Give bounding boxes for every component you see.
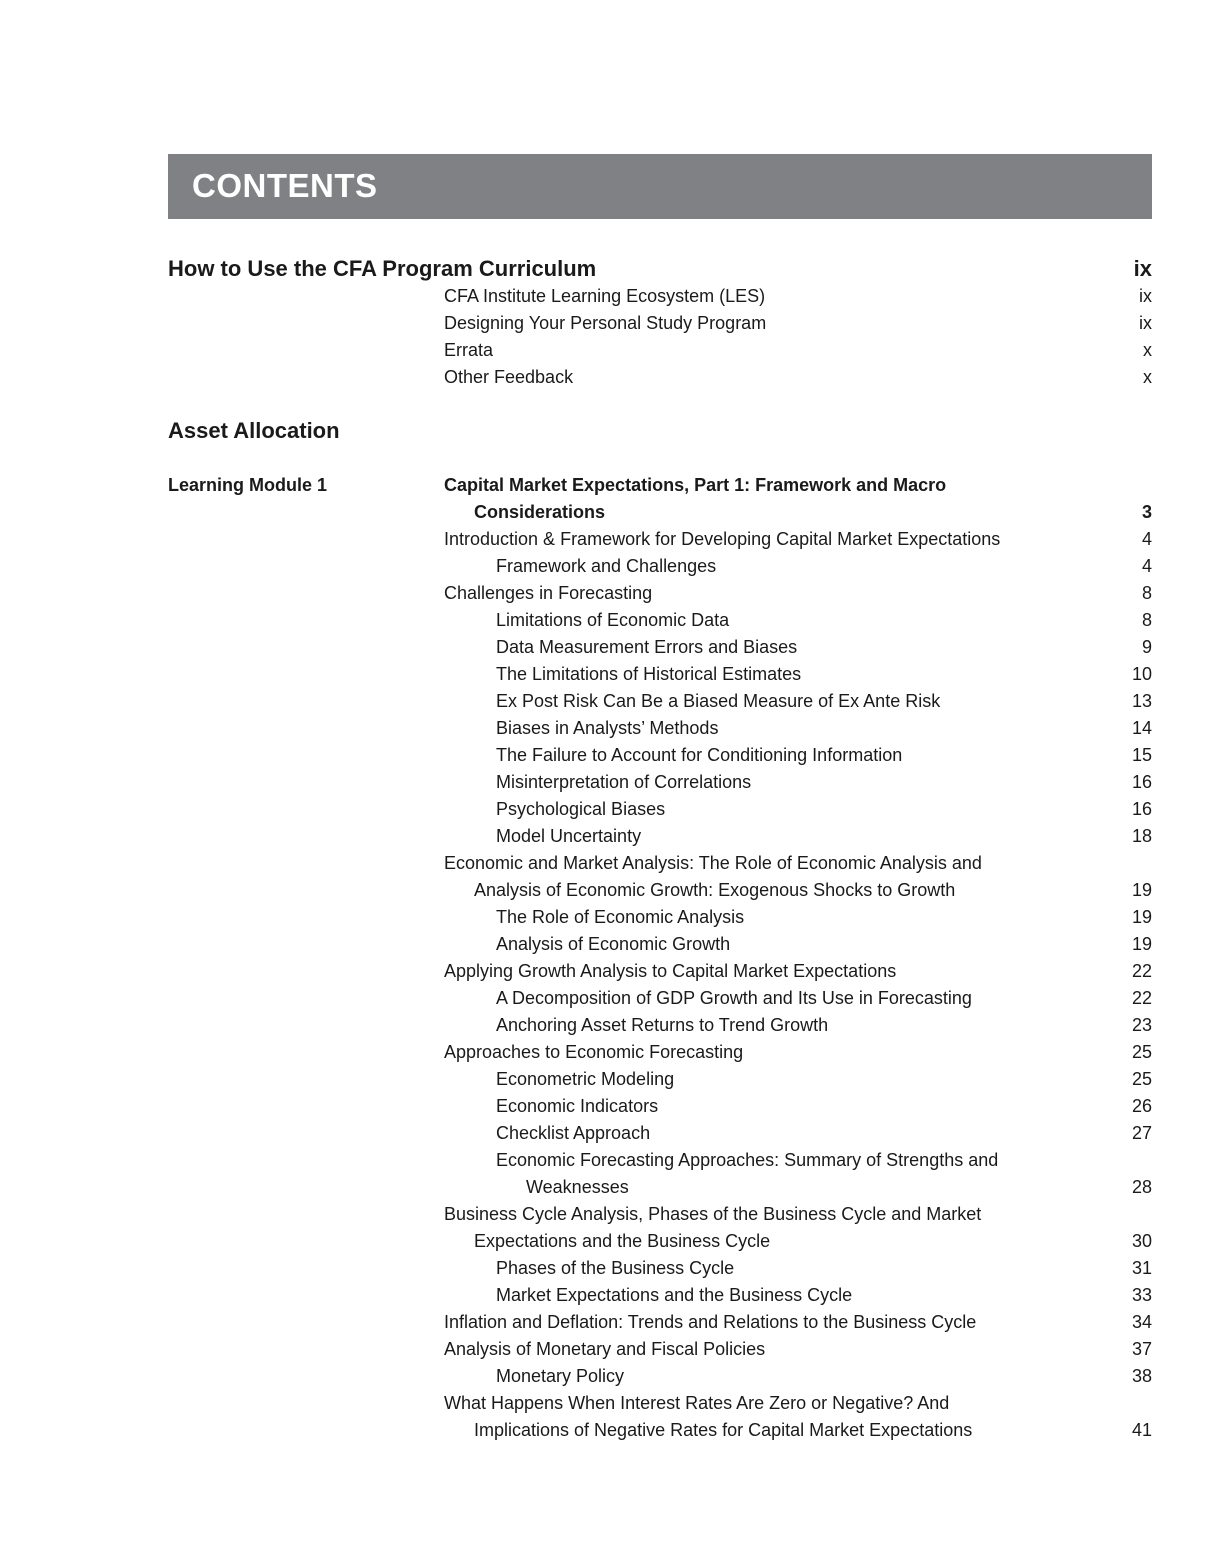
toc-entry-text: The Failure to Account for Conditioning Information <box>496 745 903 765</box>
toc-entry-text: Monetary Policy <box>496 1366 625 1386</box>
toc-entry[interactable] <box>168 283 1152 310</box>
toc-entry-continuation[interactable] <box>168 1417 1152 1444</box>
toc-page-number: ix <box>1139 286 1152 306</box>
toc-subentry[interactable] <box>168 634 1152 661</box>
toc-entry[interactable] <box>168 310 1152 337</box>
toc-subentry[interactable] <box>168 1120 1152 1147</box>
toc-entry[interactable] <box>168 1039 1152 1066</box>
toc-entry[interactable] <box>168 364 1152 391</box>
toc-entry-text: Introduction & Framework for Developing Capital Market Expectations <box>444 529 1001 549</box>
page-title: CONTENTS <box>192 167 378 204</box>
toc-subentry[interactable] <box>168 1093 1152 1120</box>
toc-entry-text: Market Expectations and the Business Cycle <box>496 1285 853 1305</box>
toc-page-number: 33 <box>1131 1285 1152 1305</box>
toc-entry-text: Expectations and the Business Cycle <box>474 1231 771 1251</box>
toc-entry-continuation[interactable] <box>168 1228 1152 1255</box>
toc-subentry[interactable] <box>168 607 1152 634</box>
toc-page-number: 4 <box>1141 556 1152 576</box>
toc-page-number: 22 <box>1131 988 1152 1008</box>
toc-page-number: 25 <box>1131 1069 1152 1089</box>
toc-module-title[interactable] <box>168 472 1152 499</box>
toc-page-number: x <box>1143 340 1152 360</box>
toc-entry-text: Biases in Analysts’ Methods <box>496 718 719 738</box>
toc-entry[interactable] <box>168 1390 1152 1417</box>
toc-subentry[interactable] <box>168 553 1152 580</box>
toc-page-number: 34 <box>1131 1312 1152 1332</box>
toc-entry-text: Limitations of Economic Data <box>496 610 730 630</box>
toc-entry-text: Ex Post Risk Can Be a Biased Measure of Ex Ante Risk <box>496 691 941 711</box>
contents-banner <box>168 154 1152 219</box>
toc-entry-text: Analysis of Economic Growth: Exogenous Shocks to Growth <box>474 880 956 900</box>
toc-entry-text: Implications of Negative Rates for Capital Market Expectations <box>474 1420 973 1440</box>
toc-page-number: 25 <box>1131 1042 1152 1062</box>
toc-page-number: 14 <box>1131 718 1152 738</box>
toc-subentry[interactable] <box>168 1012 1152 1039</box>
toc-subentry[interactable] <box>168 904 1152 931</box>
toc-entry-text: Anchoring Asset Returns to Trend Growth <box>496 1015 829 1035</box>
module-label: Learning Module 1 <box>168 475 328 495</box>
toc-entry[interactable] <box>168 850 1152 877</box>
toc-entry-text: The Role of Economic Analysis <box>496 907 745 927</box>
toc-page-number: 38 <box>1131 1366 1152 1386</box>
toc-entry-text: Analysis of Economic Growth <box>496 934 731 954</box>
toc-page-number: 15 <box>1131 745 1152 765</box>
toc-entry-text: Data Measurement Errors and Biases <box>496 637 798 657</box>
toc-page-number: 41 <box>1131 1420 1152 1440</box>
toc-entry-text: Weaknesses <box>526 1177 629 1197</box>
toc-subentry-continuation[interactable] <box>168 1174 1152 1201</box>
toc-entry-text: Analysis of Monetary and Fiscal Policies <box>444 1339 766 1359</box>
toc-entry[interactable] <box>168 1336 1152 1363</box>
toc-page-number: 30 <box>1131 1231 1152 1251</box>
toc-subentry[interactable] <box>168 1282 1152 1309</box>
toc-entry-text: Economic and Market Analysis: The Role of Economic Analysis and <box>444 853 982 873</box>
toc-page-number: 9 <box>1141 637 1152 657</box>
module-title-line1: Capital Market Expectations, Part 1: Framework and Macro <box>444 475 947 495</box>
toc-subentry[interactable] <box>168 931 1152 958</box>
toc-entry-text: Phases of the Business Cycle <box>496 1258 735 1278</box>
toc-page-number: 23 <box>1131 1015 1152 1035</box>
toc-page-number: 10 <box>1131 664 1152 684</box>
toc-entry[interactable] <box>168 1201 1152 1228</box>
toc-entry-text: What Happens When Interest Rates Are Zero or Negative? And <box>444 1393 950 1413</box>
toc-page-number: 16 <box>1131 799 1152 819</box>
toc-entry-text: Approaches to Economic Forecasting <box>444 1042 744 1062</box>
toc-entry-text: Errata <box>444 340 494 360</box>
section-title: Asset Allocation <box>168 418 340 443</box>
toc-page-number: ix <box>1139 313 1152 333</box>
toc-subentry[interactable] <box>168 769 1152 796</box>
toc-section-heading <box>168 417 1152 444</box>
toc-entry-text: CFA Institute Learning Ecosystem (LES) <box>444 286 766 306</box>
toc-entry-text: Psychological Biases <box>496 799 666 819</box>
toc-page-number: 13 <box>1131 691 1152 711</box>
toc-entry[interactable] <box>168 1309 1152 1336</box>
toc-entry-text: Business Cycle Analysis, Phases of the Business Cycle and Market <box>444 1204 982 1224</box>
toc-entry-text: Checklist Approach <box>496 1123 651 1143</box>
toc-entry-text: Inflation and Deflation: Trends and Relations to the Business Cycle <box>444 1312 977 1332</box>
toc-entry-text: Economic Indicators <box>496 1096 659 1116</box>
toc-entry-text: Misinterpretation of Correlations <box>496 772 752 792</box>
toc-page-number: 19 <box>1131 880 1152 900</box>
toc-page-number: 28 <box>1131 1177 1152 1197</box>
toc-entry-text: Econometric Modeling <box>496 1069 675 1089</box>
toc-entry[interactable] <box>168 526 1152 553</box>
toc-page-number: 31 <box>1131 1258 1152 1278</box>
toc-entry-text: Framework and Challenges <box>496 556 717 576</box>
toc-subentry[interactable] <box>168 1363 1152 1390</box>
toc-page-number: 4 <box>1141 529 1152 549</box>
toc-page-number: 8 <box>1141 583 1152 603</box>
toc-subentry[interactable] <box>168 1066 1152 1093</box>
toc-page-number: 19 <box>1131 934 1152 954</box>
toc-subentry[interactable] <box>168 688 1152 715</box>
toc-subentry[interactable] <box>168 742 1152 769</box>
toc-subentry[interactable] <box>168 1255 1152 1282</box>
toc-page-number: 19 <box>1131 907 1152 927</box>
toc-entry[interactable] <box>168 337 1152 364</box>
toc-entry-text: Model Uncertainty <box>496 826 642 846</box>
toc-entry-text: Other Feedback <box>444 367 574 387</box>
toc-entry-continuation[interactable] <box>168 877 1152 904</box>
toc-module-title[interactable] <box>168 499 1152 526</box>
toc-subentry[interactable] <box>168 661 1152 688</box>
toc-entry[interactable] <box>168 958 1152 985</box>
toc-page-number: 18 <box>1131 826 1152 846</box>
toc-entry[interactable] <box>168 580 1152 607</box>
toc-subentry[interactable] <box>168 1147 1152 1174</box>
toc-subentry[interactable] <box>168 823 1152 850</box>
toc-entry-text: The Limitations of Historical Estimates <box>496 664 802 684</box>
toc-page-number: 26 <box>1131 1096 1152 1116</box>
toc-entry-text: A Decomposition of GDP Growth and Its Use in Forecasting <box>496 988 972 1008</box>
toc-entry-text: Applying Growth Analysis to Capital Market Expectations <box>444 961 897 981</box>
toc-page-number: x <box>1143 367 1152 387</box>
module-title-line2: Considerations <box>474 502 606 522</box>
toc-page-number: 3 <box>1141 502 1152 522</box>
toc-entry-text: Designing Your Personal Study Program <box>444 313 767 333</box>
toc-entry-text: Challenges in Forecasting <box>444 583 653 603</box>
toc-entry-text: Economic Forecasting Approaches: Summary of Strengths and <box>496 1150 999 1170</box>
toc-page-number: 37 <box>1131 1339 1152 1359</box>
toc-page-number: 27 <box>1131 1123 1152 1143</box>
toc-page-number: 8 <box>1141 610 1152 630</box>
toc-subentry[interactable] <box>168 985 1152 1012</box>
toc-heading-text: How to Use the CFA Program Curriculum <box>168 256 597 281</box>
toc-subentry[interactable] <box>168 715 1152 742</box>
toc-page-number: 16 <box>1131 772 1152 792</box>
toc-front-matter-heading[interactable] <box>168 255 1152 282</box>
toc-page-number: ix <box>1133 256 1152 281</box>
toc-page-number: 22 <box>1131 961 1152 981</box>
toc-subentry[interactable] <box>168 796 1152 823</box>
